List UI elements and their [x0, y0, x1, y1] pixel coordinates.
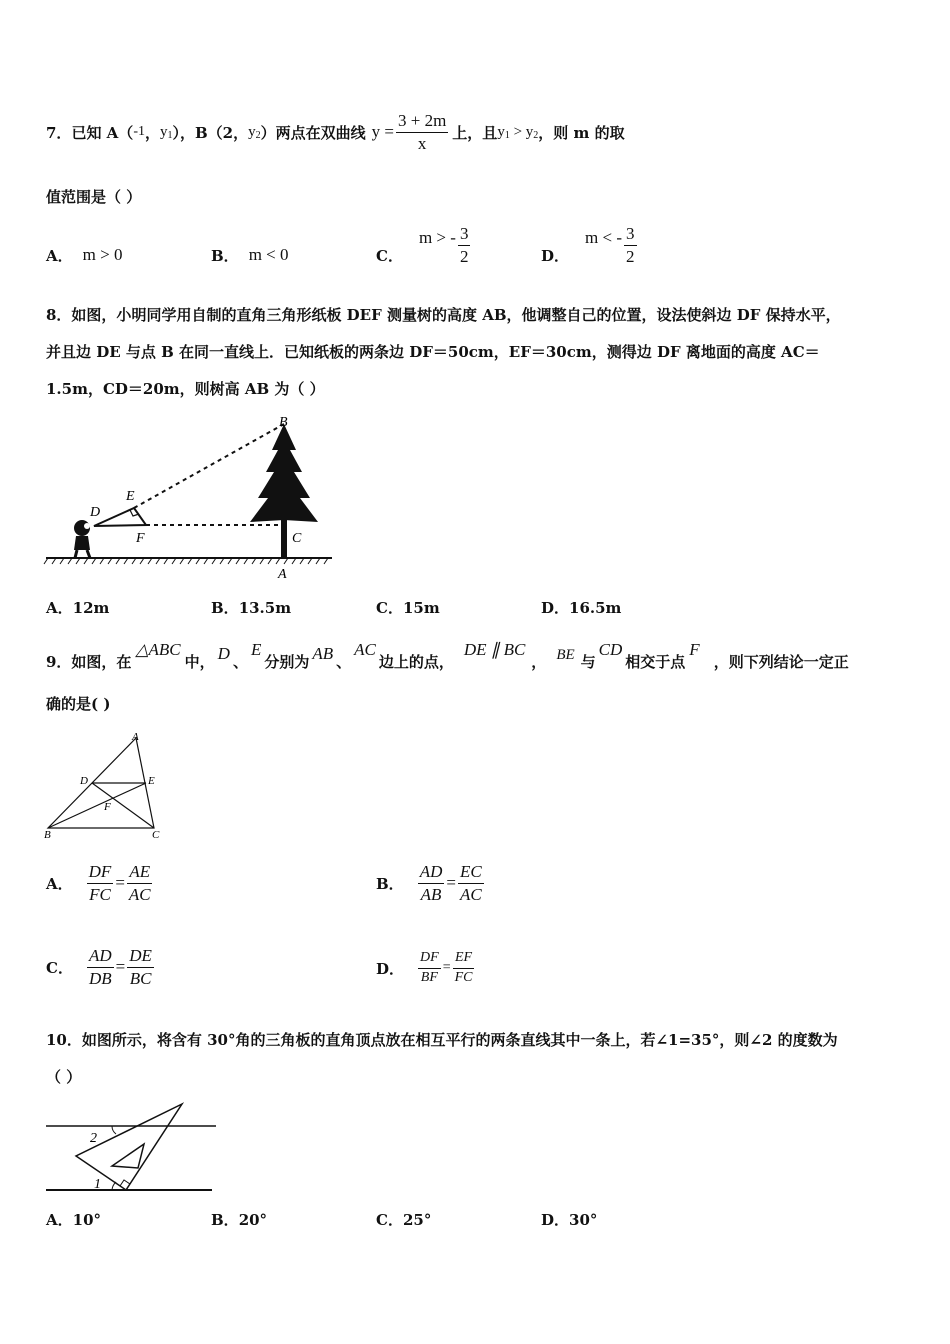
label-c: C: [152, 829, 160, 841]
q9-stem-line1: 9．如图，在 △ABC 中， D 、 E 分别为 AB 、 AC 边上的点， DE ∥ BC ， BE 与 CD 相交于点 F ，则下列结论一定正: [46, 640, 849, 671]
q7-text-5: ，则 m 的取: [538, 123, 625, 142]
q7-point-a-y: $y_1$: [160, 123, 173, 141]
q10-option-a[interactable]: A．10°: [46, 1211, 102, 1229]
q10-stem-line2: （ ）: [46, 1068, 82, 1086]
q10-option-d[interactable]: D．30°: [541, 1211, 598, 1229]
q7-condition: $y_1 > y_2$: [497, 123, 539, 141]
q8-stem-line3: 1.5m，CD＝20m，则树高 AB 为（ ）: [46, 380, 325, 398]
q9-triangle-figure: [40, 728, 170, 842]
label-e: E: [148, 775, 155, 787]
q9-stem-line2: 确的是( ): [46, 695, 111, 713]
segment-be: [48, 783, 146, 828]
q7-point-b-y: $y_2$: [248, 123, 261, 141]
q9-option-b[interactable]: B． $\frac{AD}{AB}$ = $\frac{EC}{AC}$: [376, 861, 482, 904]
q9-option-d[interactable]: D． $\frac{DF}{BF}$ = $\frac{EF}{FC}$: [376, 950, 473, 985]
q8-tree-figure: [40, 410, 340, 582]
label-angle-2: 2: [90, 1131, 97, 1146]
q8-option-c[interactable]: C．15m: [376, 599, 440, 617]
label-a: A: [278, 567, 287, 582]
set-square-inner: [112, 1144, 144, 1168]
segment-cd: [92, 783, 154, 828]
q7-text-3: ）两点在双曲线: [260, 123, 366, 142]
q9-point-d: D: [217, 644, 230, 663]
q7-text-4: 上，且: [452, 123, 498, 142]
label-e: E: [126, 489, 135, 504]
q9-point-e: E: [250, 640, 262, 659]
q9-option-c[interactable]: C． $\frac{AD}{DB}$ = $\frac{DE}{BC}$: [46, 945, 152, 988]
q9-segment-be: BE: [556, 647, 575, 663]
q9-side-ac: AC: [354, 640, 376, 659]
q8-stem-line1: 8．如图，小明同学用自制的直角三角形纸板 DEF 测量树的高度 AB，他调整自己的位置，设法使斜边 DF 保持水平，: [46, 306, 841, 324]
q9-option-a[interactable]: A． $\frac{DF}{FC}$ = $\frac{AE}{AC}$: [46, 861, 151, 904]
q9-text-1: 9．如图，在: [46, 653, 132, 671]
set-square-outer: [76, 1104, 182, 1190]
label-d: D: [80, 775, 88, 787]
q9-parallel: DE ∥ BC: [463, 640, 526, 659]
q7-curve-fraction: $\frac{3 + 2m}{x}$: [397, 110, 447, 153]
q9-triangle: △ABC: [135, 640, 181, 659]
label-b: B: [279, 415, 288, 430]
q8-option-d[interactable]: D．16.5m: [541, 599, 622, 617]
q9-segment-cd: CD: [598, 640, 623, 659]
triangle-def: [94, 508, 146, 526]
q8-option-a[interactable]: A．12m: [46, 599, 110, 617]
q10-stem-line1: 10．如图所示，将含有 30°角的三角板的直角顶点放在相互平行的两条直线其中一条上，若∠1=35°，则∠2 的度数为: [46, 1031, 838, 1049]
person-icon: [74, 520, 90, 558]
q9-point-f: F: [689, 640, 700, 659]
angle-1-arc: [112, 1182, 116, 1190]
tree-icon: [250, 424, 318, 558]
label-c: C: [292, 531, 302, 546]
q7-stem-line1: [46, 102, 625, 162]
q7-curve-lhs: y =: [371, 122, 394, 141]
q7-point-a-x: -1: [133, 124, 145, 139]
q7-text-2: ），B（2，: [172, 123, 249, 142]
q8-stem-line2: 并且边 DE 与点 B 在同一直线上．已知纸板的两条边 DF＝50cm，EF＝30cm，测得边 DF 离地面的高度 AC＝: [46, 343, 820, 361]
q7-option-b[interactable]: B． m < 0: [211, 245, 289, 265]
label-f: F: [136, 531, 145, 546]
label-a: A: [132, 731, 139, 743]
q7-option-c[interactable]: C． m > - $\frac{3}{2}$: [376, 223, 469, 266]
q10-option-b[interactable]: B．20°: [211, 1211, 268, 1229]
q8-option-b[interactable]: B．13.5m: [211, 599, 292, 617]
q7-stem-line2: 值范围是（ ）: [46, 188, 142, 206]
q9-side-ab: AB: [312, 644, 334, 663]
q7-number: 7．: [46, 123, 72, 142]
label-b: B: [44, 829, 51, 841]
q10-set-square-figure: [40, 1098, 222, 1196]
label-angle-1: 1: [94, 1177, 101, 1192]
q7-option-a[interactable]: A． m > 0: [46, 245, 123, 265]
q10-option-c[interactable]: C．25°: [376, 1211, 432, 1229]
label-d: D: [90, 505, 101, 520]
q7-text-1: 已知 A（: [71, 123, 134, 142]
q7-option-d[interactable]: D． m < - $\frac{3}{2}$: [541, 223, 635, 266]
q7-comma: ，: [144, 123, 160, 142]
angle-2-arc: [112, 1126, 116, 1134]
label-f: F: [104, 801, 111, 813]
